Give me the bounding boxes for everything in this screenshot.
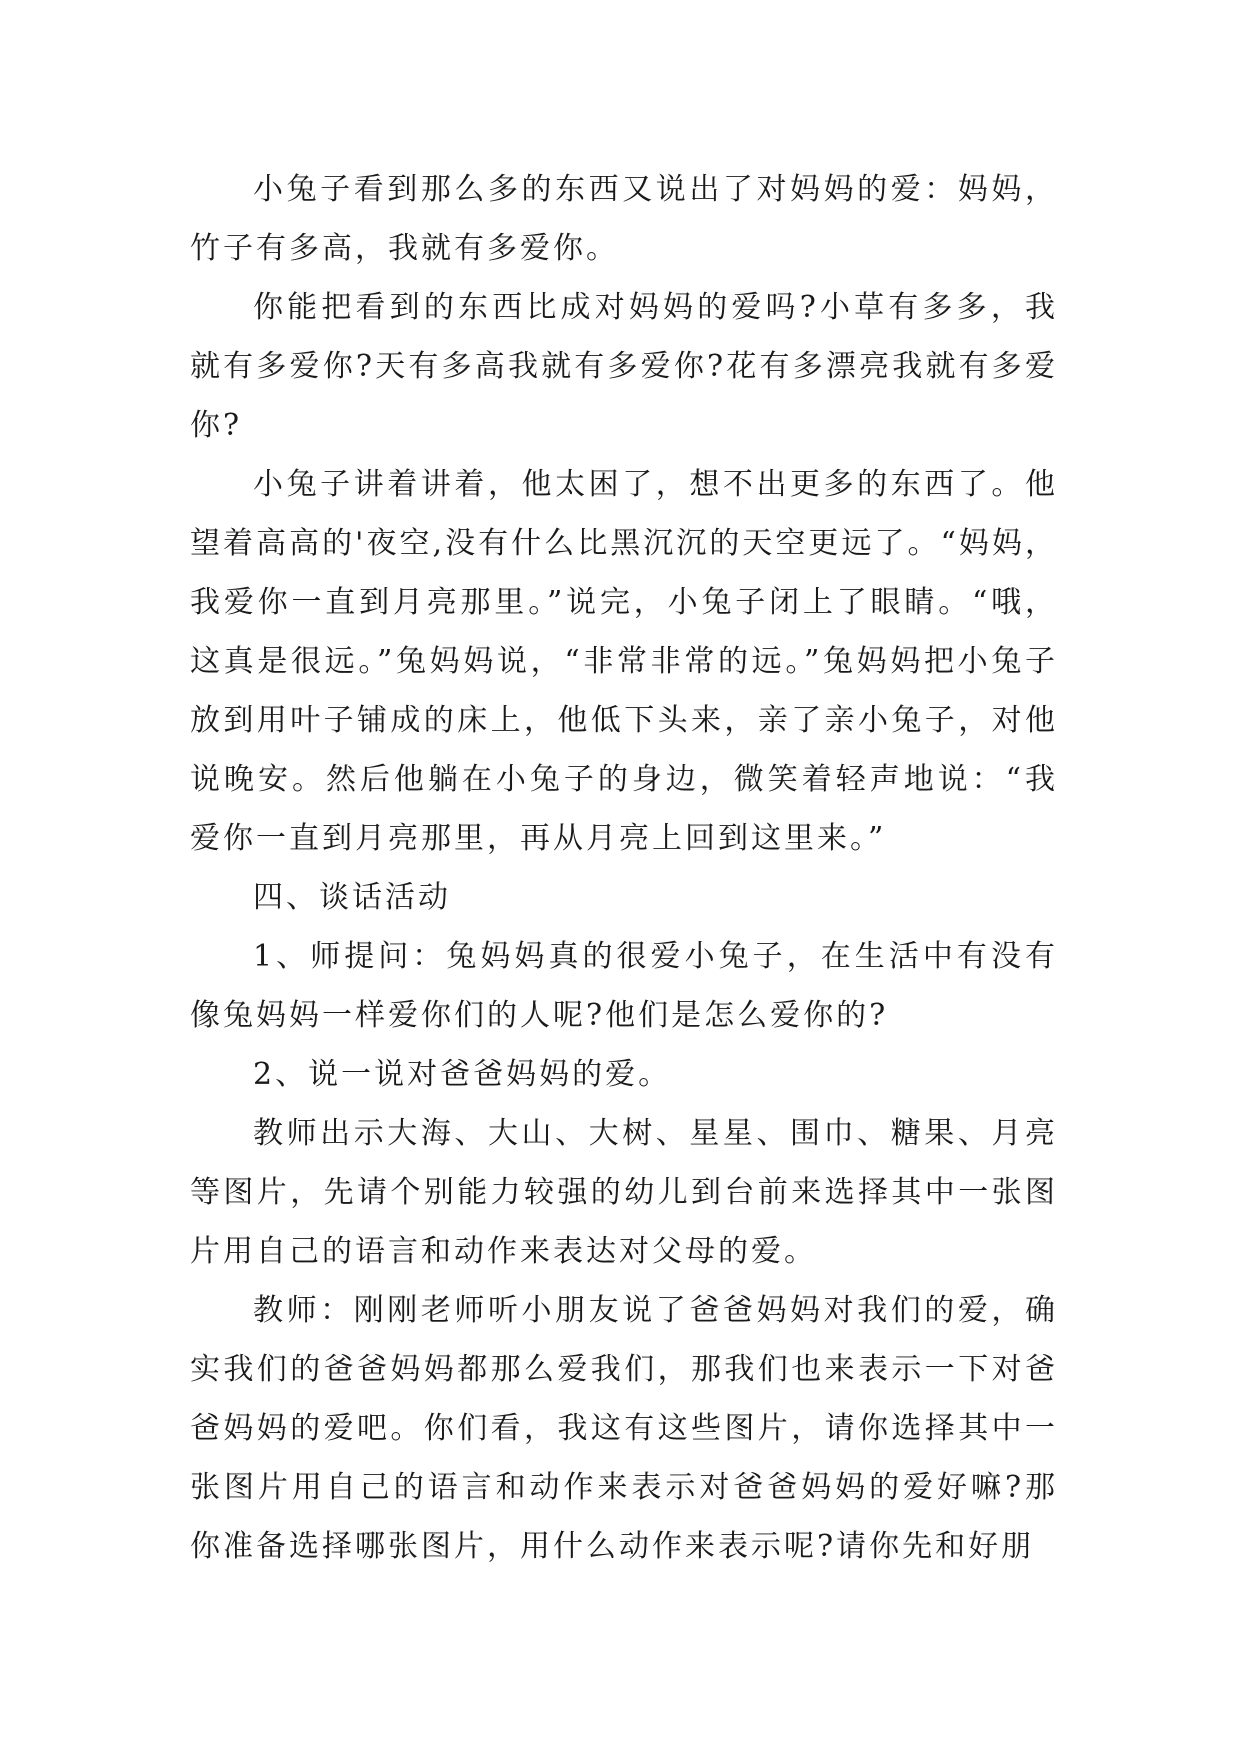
paragraph: 小兔子讲着讲着，他太困了，想不出更多的东西了。他望着高高的'夜空,没有什么比黑沉沉的天空更远了。“妈妈，我爱你一直到月亮那里。”说完，小兔子闭上了眼睛。“哦，这真是很远。”兔妈妈说，“非常非常的远。”兔妈妈把小兔子放到用叶子铺成的床上，他低下头来，亲了亲小兔子，对他说晚安。然后他躺在小兔子的身边，微笑着轻声地说：“我爱你一直到月亮那里，再从月亮上回到这里来。”: [190, 467, 1058, 856]
section-heading: 四、谈话活动: [253, 880, 451, 915]
paragraph: 小兔子看到那么多的东西又说出了对妈妈的爱：妈妈，竹子有多高，我就有多爱你。: [190, 172, 1058, 266]
paragraph: 教师：刚刚老师听小朋友说了爸爸妈妈对我们的爱，确实我们的爸爸妈妈都那么爱我们，那我们也来表示一下对爸爸妈妈的爱吧。你们看，我这有这些图片，请你选择其中一张图片用自己的语言和动作来表示对爸爸妈妈的爱好嘛?那你准备选择哪张图片，用什么动作来表示呢?请你先和好朋: [190, 1293, 1058, 1564]
paragraph: 1、师提问：兔妈妈真的很爱小兔子，在生活中有没有像兔妈妈一样爱你们的人呢?他们是怎么爱你的?: [190, 939, 1058, 1033]
paragraph: 你能把看到的东西比成对妈妈的爱吗?小草有多多，我就有多爱你?天有多高我就有多爱你?花有多漂亮我就有多爱你?: [190, 290, 1058, 443]
document-body: [190, 160, 1058, 1576]
paragraph: 教师出示大海、大山、大树、星星、围巾、糖果、月亮等图片，先请个别能力较强的幼儿到台前来选择其中一张图片用自己的语言和动作来表达对父母的爱。: [190, 1116, 1058, 1269]
paragraph: 2、说一说对爸爸妈妈的爱。: [253, 1057, 672, 1092]
